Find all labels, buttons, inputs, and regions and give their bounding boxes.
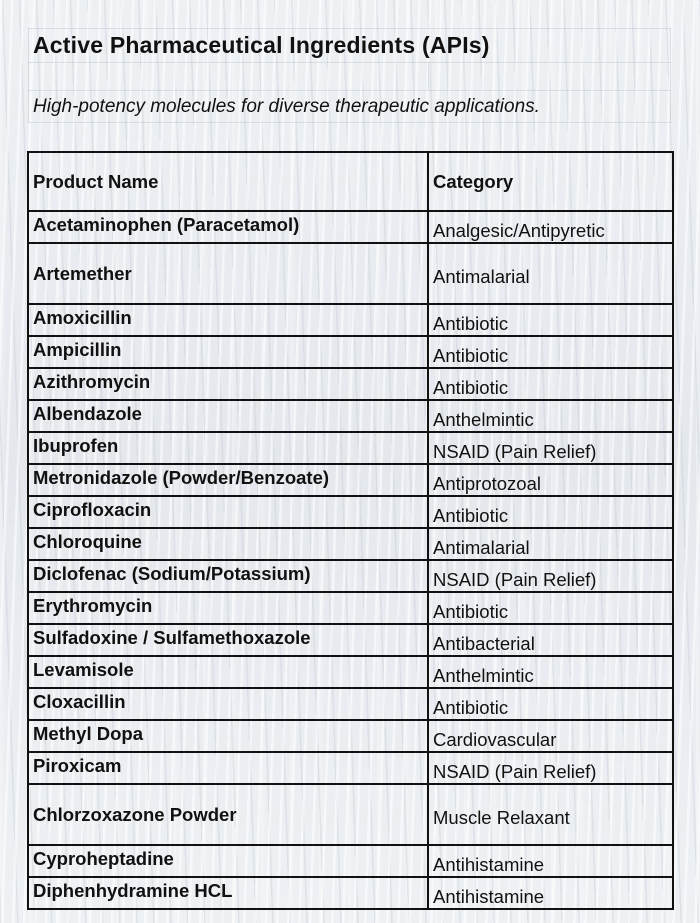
table-row xyxy=(28,656,673,688)
table-row xyxy=(28,784,673,845)
product-name-cell: Azithromycin xyxy=(28,368,428,400)
category-cell: Anthelmintic xyxy=(428,400,673,432)
title-guide-bottom xyxy=(28,122,671,123)
table-row xyxy=(28,496,673,528)
title-guide-left xyxy=(28,28,29,123)
category-cell: Antibiotic xyxy=(428,688,673,720)
title-guide-col xyxy=(428,62,429,90)
product-name-cell: Levamisole xyxy=(28,656,428,688)
table-row xyxy=(28,592,673,624)
product-name-cell: Piroxicam xyxy=(28,752,428,784)
api-table xyxy=(27,151,674,910)
table-row xyxy=(28,304,673,336)
category-cell: Antibiotic xyxy=(428,592,673,624)
page-subtitle: High-potency molecules for diverse therapeutic applications. xyxy=(33,96,540,117)
table-row xyxy=(28,624,673,656)
product-name-cell: Amoxicillin xyxy=(28,304,428,336)
category-cell: NSAID (Pain Relief) xyxy=(428,432,673,464)
product-name-cell: Ciprofloxacin xyxy=(28,496,428,528)
category-cell: Antibiotic xyxy=(428,496,673,528)
category-cell: NSAID (Pain Relief) xyxy=(428,560,673,592)
product-name-cell: Sulfadoxine / Sulfamethoxazole xyxy=(28,624,428,656)
category-cell: Analgesic/Antipyretic xyxy=(428,211,673,243)
table-header-row xyxy=(28,152,673,211)
category-cell: Antibiotic xyxy=(428,336,673,368)
product-name-cell: Erythromycin xyxy=(28,592,428,624)
table-row xyxy=(28,432,673,464)
category-cell: Cardiovascular xyxy=(428,720,673,752)
category-cell: Muscle Relaxant xyxy=(428,784,673,845)
category-cell: Antibacterial xyxy=(428,624,673,656)
table-row xyxy=(28,845,673,877)
title-guide-mid xyxy=(28,62,671,63)
product-name-cell: Methyl Dopa xyxy=(28,720,428,752)
product-name-cell: Acetaminophen (Paracetamol) xyxy=(28,211,428,243)
table-row xyxy=(28,368,673,400)
table-row xyxy=(28,528,673,560)
category-cell: NSAID (Pain Relief) xyxy=(428,752,673,784)
product-name-cell: Albendazole xyxy=(28,400,428,432)
table-row xyxy=(28,211,673,243)
column-header-category: Category xyxy=(428,152,673,211)
category-cell: Antihistamine xyxy=(428,877,673,909)
table-row xyxy=(28,400,673,432)
title-guide-mid-2 xyxy=(28,90,671,91)
category-cell: Antimalarial xyxy=(428,243,673,304)
category-cell: Antihistamine xyxy=(428,845,673,877)
product-name-cell: Metronidazole (Powder/Benzoate) xyxy=(28,464,428,496)
page-title: Active Pharmaceutical Ingredients (APIs) xyxy=(33,32,490,58)
product-name-cell: Diclofenac (Sodium/Potassium) xyxy=(28,560,428,592)
table-row xyxy=(28,560,673,592)
product-name-cell: Chlorzoxazone Powder xyxy=(28,784,428,845)
title-guide-right xyxy=(670,28,671,123)
product-name-cell: Chloroquine xyxy=(28,528,428,560)
product-name-cell: Cyproheptadine xyxy=(28,845,428,877)
product-name-cell: Diphenhydramine HCL xyxy=(28,877,428,909)
table-row xyxy=(28,336,673,368)
table-row xyxy=(28,720,673,752)
product-name-cell: Artemether xyxy=(28,243,428,304)
category-cell: Antibiotic xyxy=(428,368,673,400)
table-row xyxy=(28,688,673,720)
category-cell: Antibiotic xyxy=(428,304,673,336)
product-name-cell: Ampicillin xyxy=(28,336,428,368)
category-cell: Antimalarial xyxy=(428,528,673,560)
product-name-cell: Ibuprofen xyxy=(28,432,428,464)
product-name-cell: Cloxacillin xyxy=(28,688,428,720)
column-header-product-name: Product Name xyxy=(28,152,428,211)
title-guide-top xyxy=(28,28,671,29)
category-cell: Anthelmintic xyxy=(428,656,673,688)
table-row xyxy=(28,752,673,784)
table-row xyxy=(28,464,673,496)
category-cell: Antiprotozoal xyxy=(428,464,673,496)
table-row xyxy=(28,877,673,909)
table-row xyxy=(28,243,673,304)
